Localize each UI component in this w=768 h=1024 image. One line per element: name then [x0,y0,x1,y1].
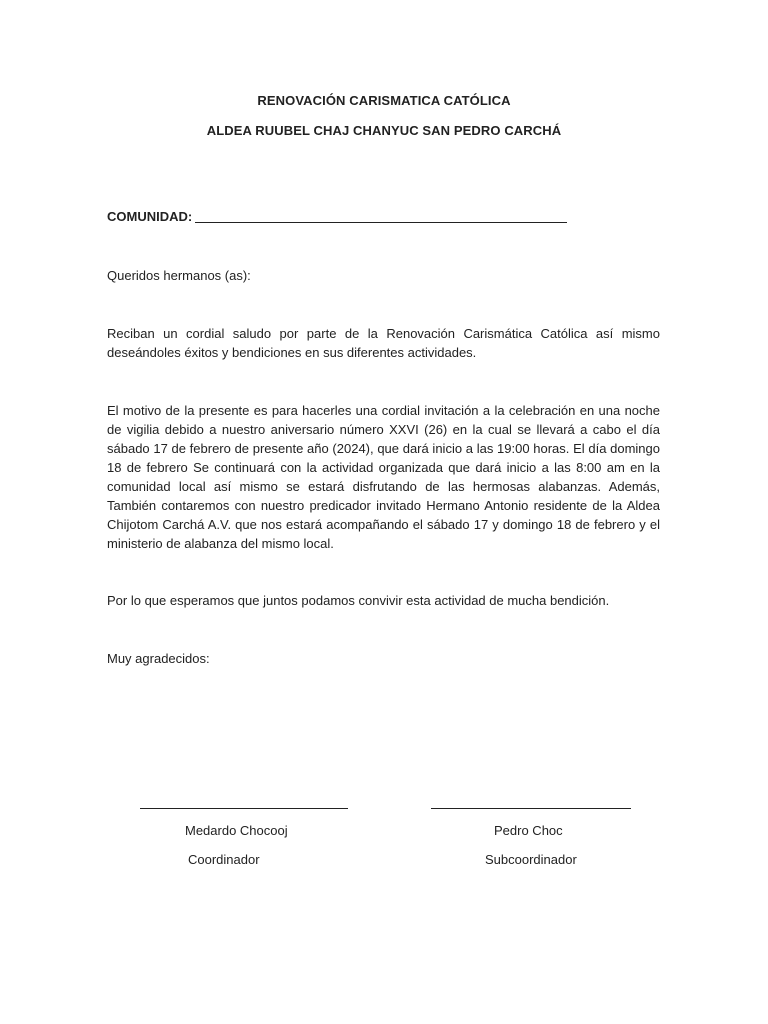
signer-role-coordinator: Coordinador [188,852,260,867]
comunidad-blank-line [195,209,567,223]
paragraph-greeting-wishes: Reciban un cordial saludo por parte de la Renovación Carismática Católica así mismo deseándoles éxitos y bendiciones en sus diferentes actividades. [107,326,660,360]
location-title: ALDEA RUUBEL CHAJ CHANYUC SAN PEDRO CARCHÁ [206,123,562,138]
greeting: Queridos hermanos (as): [107,268,251,283]
paragraph-invitation-details: El motivo de la presente es para hacerles una cordial invitación a la celebración en una noche de vigilia debido a nuestro aniversario número XXVI (26) en la cual se llevará a cabo el día sábado 17 de febrero de presente año (2024), que dará inicio a las 19:00 horas. El día domingo 18 de febrero Se continuará con la actividad organizada que dará inicio a las 8:00 am en la comunidad local así mismo se estará disfrutando de las hermosas alabanzas. Además, También contaremos con nuestro predicador invitado Hermano Antonio residente de la Aldea Chijotom Carchá A.V. que nos estará acompañando el sábado 17 y domingo 18 de febrero y el ministerio de alabanza del mismo local. [107,403,660,551]
comunidad-field [107,209,567,224]
comunidad-label: COMUNIDAD: [107,209,193,224]
closing: Muy agradecidos: [107,651,210,666]
organization-title: RENOVACIÓN CARISMATICA CATÓLICA [257,93,511,108]
signer-name-subcoordinator: Pedro Choc [494,823,563,838]
signer-role-subcoordinator: Subcoordinador [485,852,577,867]
signature-line-subcoordinator [431,808,631,809]
signature-line-coordinator [140,808,348,809]
paragraph-hope: Por lo que esperamos que juntos podamos convivir esta actividad de mucha bendición. [107,593,610,608]
signer-name-coordinator: Medardo Chocooj [185,823,288,838]
